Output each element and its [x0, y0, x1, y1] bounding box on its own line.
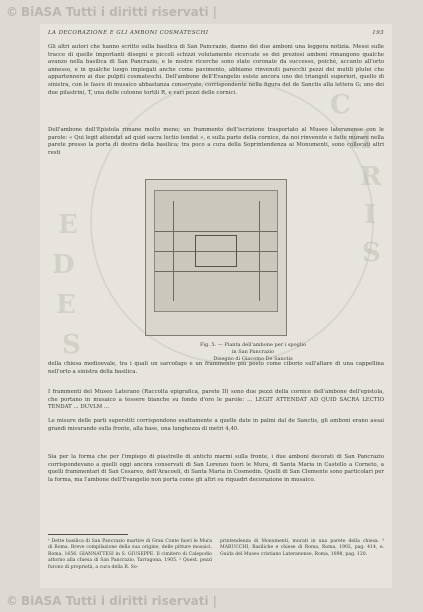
- paragraph-4: I frammenti del Museo Laterano (Raccolta epigrafica, parete II) sono due pezzi della cornice dell'ambone dell'epistola, che portano in musaico a tessere bianche su fondo d'oro le parole: ... LEGIT ATTENDAT AD QUID SACRA LECTIO TENDAT ... DUVLM ...: [48, 389, 384, 411]
- watermark-separator-bottom: |: [212, 594, 218, 608]
- stamp-letter: H: [348, 125, 373, 155]
- stamp-letter: R: [360, 162, 382, 192]
- watermark-bottom-bar: [0, 590, 423, 612]
- stamp-letter: E: [56, 290, 76, 320]
- footnotes: [48, 539, 384, 571]
- footnote-rule: [48, 534, 128, 535]
- running-title: LA DECORAZIONE E GLI AMBONI COSMATESCHI: [48, 30, 209, 36]
- stamp-letter: I: [364, 200, 377, 230]
- caption-line-3: Disegno di Giacomo De Sanctis: [213, 356, 293, 362]
- plan-line: [155, 271, 277, 272]
- stamp-letter: E: [58, 210, 78, 240]
- copyright-icon: ©: [6, 594, 18, 608]
- paragraph-1: Gli altri autori che hanno scritto sulla basilica di San Pancrazio, danno dei due amboni una leggera notizia. Messi sulle tracce di quelle importanti disegni e piccoli schizzi volutamente ricercate se dei preziosi amboni rimangono qualche avanzo nella basilica di San Pancrazio, e le nostre ricerche sono state coronate da successo, poichè, accanto all'orto annesso, e in qualche luogo impiegati anche come pavimento, abbiamo rinvenuti parecchi pezzi dei mutili plutei che appartennero ai due pulpiti cosmateschi. Dell'ambone dell'Evangelio esiste ancora uno dei triangoli superiori, quello di sinistra, con le fasce di musaico abbastanza conservate, corrispondente nella figura del de Sanctis alla lettera G; uno dei due pilastrini, T, una delle colonne tortili R, e vari pezzi delle cornici.: [48, 44, 384, 96]
- plan-box: [195, 235, 237, 267]
- plan-drawing: [154, 190, 278, 312]
- stamp-letter: S: [62, 330, 81, 360]
- page-header: [48, 30, 384, 40]
- copyright-icon: ©: [6, 5, 18, 19]
- caption-line-2: in San Pancrazio: [231, 349, 275, 355]
- watermark-top-bar: [0, 0, 423, 24]
- watermark-text-top: BiASA Tutti i diritti riservati: [21, 5, 209, 19]
- ambone-plan-figure: [145, 179, 287, 336]
- plan-line: [155, 231, 277, 232]
- watermark-separator-top: |: [212, 5, 218, 19]
- paragraph-2: Dell'ambone dell'Epistola rimane molto meno; un frammento dell'iscrizione trasportato al Museo lateranense con le parole: « Qui legit attendat ad quid sacra lectio tendat », e sulla parte della cornice, da noi rinvenute e fatte murare nella parete presso la porta di destra della basilica; tra poco a cura della Soprintendenza ai Monumenti, sono collocati altri resti: [48, 127, 384, 156]
- figure-caption: [198, 342, 308, 363]
- page-number: 193: [372, 30, 384, 36]
- document-page: [40, 24, 392, 588]
- paragraph-5: Le misure delle parti superstiti corrispondono esattamente a quelle date in palmi dal de Sanctis, gli amboni erano assai grandi misurando sulla fronte, alla base, una lunghezza di metri 4,40.: [48, 418, 384, 432]
- paragraph-6: Sia per la forma che per l'impiego di piastrelle di antichi marmi sulla fronte, i due amboni decorati di San Pancrazio corrispondevano a quelli oggi ancora conservati di San Lorenzo fuori le Mura, di Santa Maria in Castello a Corneto, a quelli frammentari di San Cesareo, dell'Aracoeli, di Santa Maria in Cosmedin. Quelli di San Clemente sono particolari per la forma, ma l'ambone dell'Evangelio non porta come gli altri su riquadri decorazione in musaico.: [48, 454, 384, 483]
- watermark-text-bottom: BiASA Tutti i diritti riservati: [21, 594, 209, 608]
- stamp-letter: C: [330, 90, 351, 120]
- stamp-letter: D: [52, 250, 75, 280]
- footnote-left: ¹ Dette basilica di San Pancrazio martire di Gran Conte fuori le Mura di Roma. Breve compilazione della sua origine, delle pitture mosaici. Roma, 1656. GIANNATTESI in S. GIUSEPPE. Il cimitero di Calepodio attorno alla chiesa di San Pancrazio. Tarragona, 1905. ² Quest. pezzi furono di proprietà, a cura della R. So-: [48, 539, 212, 570]
- paragraph-3: della chiesa medioevale, tra i quali un sarcofago e un frammento più posto come ciborio sull'altare di una cappellina nell'orto a sinistra della basilica.: [48, 361, 384, 375]
- footnote-right: printendenza di Monumenti, murati in una parete della chiesa. ³ MARUCCHI, Basiliche e chiese di Roma, Roma, 1902, pag. 414, e. Guida del Museo cristiano Lateranense, Roma, 1898, pag. 120.: [220, 539, 384, 557]
- stamp-letter: S: [362, 238, 381, 268]
- caption-line-1: Fig. 5. — Pianta dell'ambone per i spoglio: [199, 342, 307, 348]
